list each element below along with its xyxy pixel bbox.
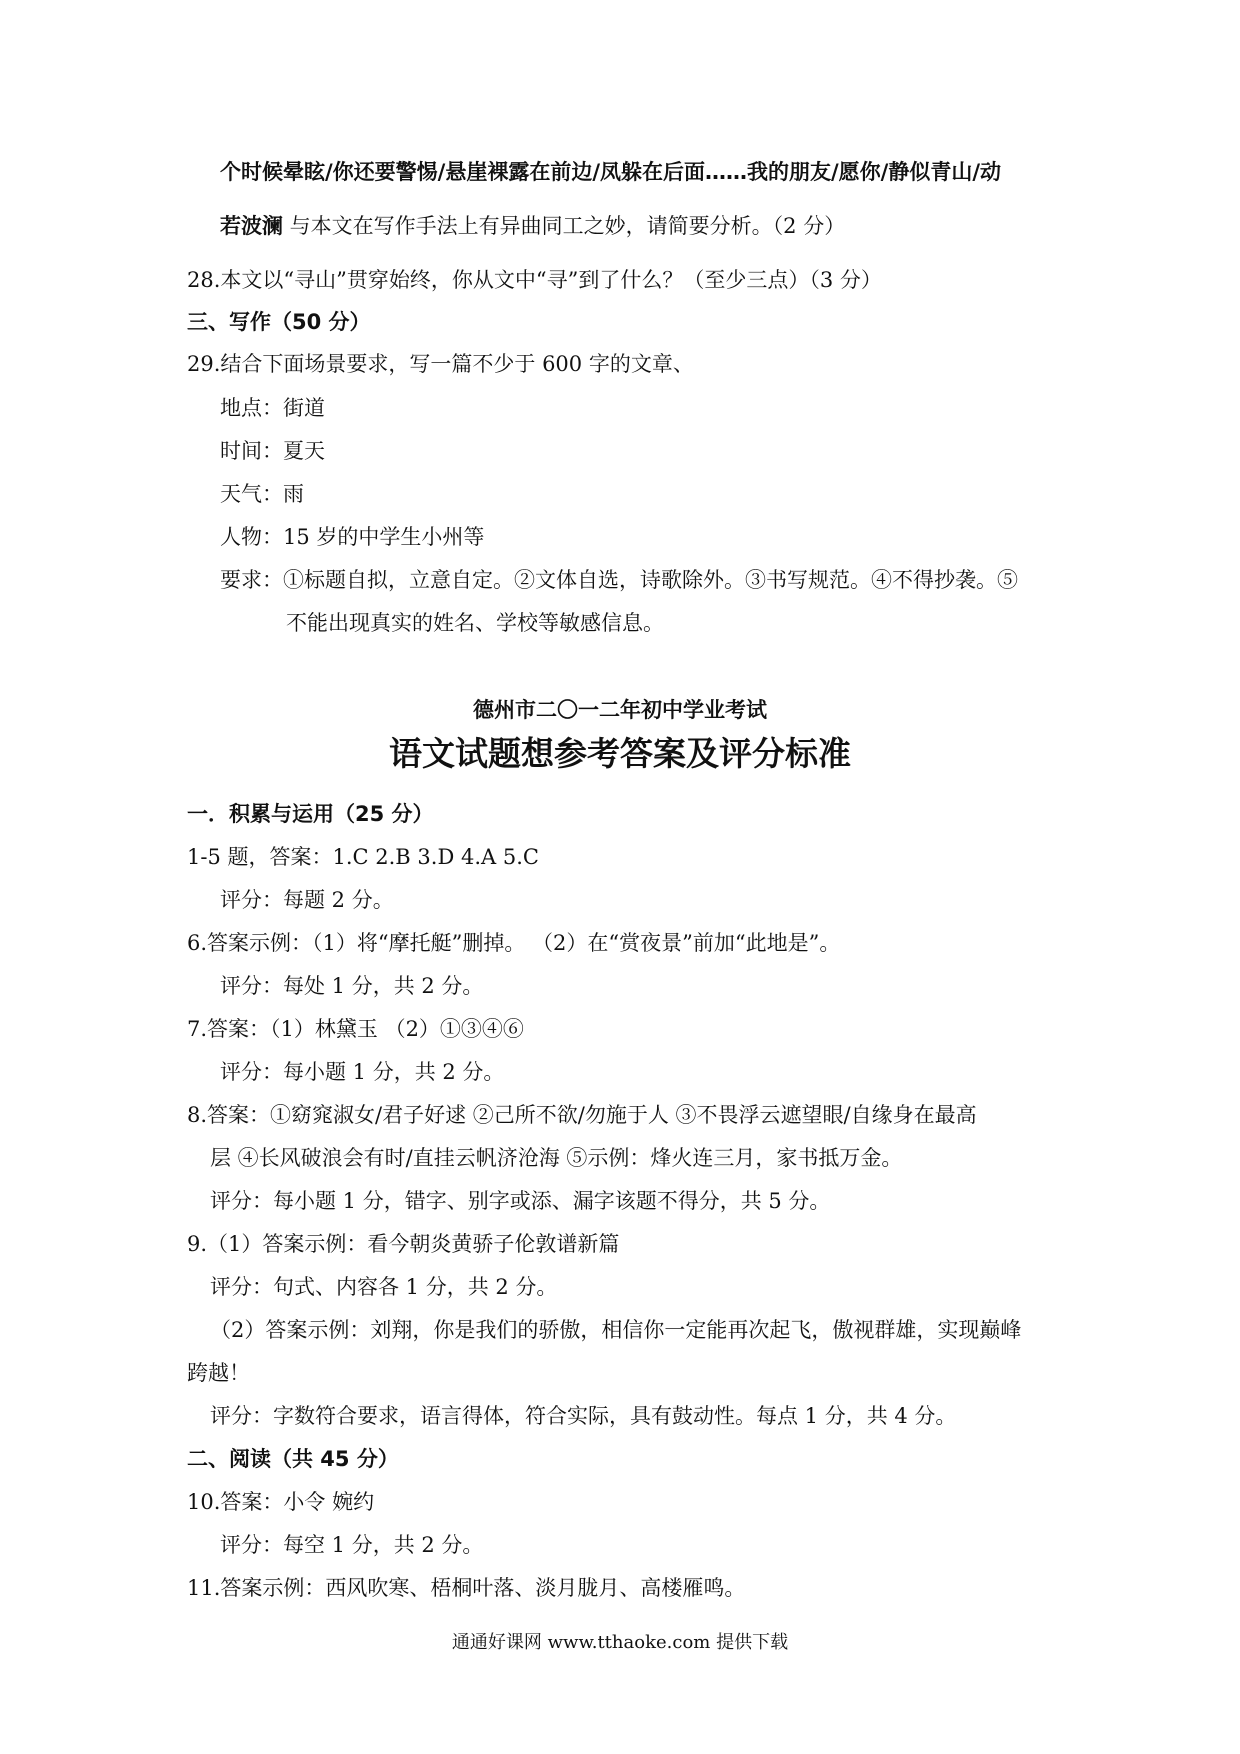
answer-10-score: 评分：每空 1 分，共 2 分。: [220, 1533, 484, 1557]
answer-6: 6.答案示例：（1）将“摩托艇”删掉。 （2）在“赏夜景”前加“此地是”。: [187, 931, 841, 955]
question-28: 28.本文以“寻山”贯穿始终，你从文中“寻”到了什么？（至少三点）（3 分）: [187, 268, 882, 292]
intro-line-2-rest: 与本文在写作手法上有异曲同工之妙，请简要分析。（2 分）: [283, 214, 846, 238]
answer-9-2-score: 评分：字数符合要求，语言得体，符合实际，具有鼓动性。每点 1 分，共 4 分。: [210, 1404, 957, 1428]
page-footer: 通通好课网 www.tthaoke.com 提供下载: [451, 1632, 789, 1653]
requirements-line-1: 要求：①标题自拟，立意自定。②文体自选，诗歌除外。③书写规范。④不得抄袭。⑤: [220, 568, 1018, 592]
scene-person: 人物：15 岁的中学生小州等: [220, 525, 485, 549]
answer-8-score: 评分：每小题 1 分，错字、别字或添、漏字该题不得分，共 5 分。: [210, 1189, 831, 1213]
answer-subtitle: 德州市二〇一二年初中学业考试: [473, 698, 767, 722]
question-29: 29.结合下面场景要求，写一篇不少于 600 字的文章、: [187, 352, 694, 376]
scene-weather: 天气：雨: [220, 482, 304, 506]
answer-1-5: 1-5 题，答案：1.C 2.B 3.D 4.A 5.C: [187, 845, 539, 869]
answer-8-line-1: 8.答案：①窈窕淑女/君子好逑 ②己所不欲/勿施于人 ③不畏浮云遮望眼/自缘身在最高: [187, 1103, 977, 1127]
answer-title: 语文试题想参考答案及评分标准: [389, 734, 851, 773]
answer-9-2-line-1: （2）答案示例：刘翔，你是我们的骄傲，相信你一定能再次起飞，傲视群雄，实现巅峰: [210, 1318, 1022, 1342]
section-3-heading: 三、写作（50 分）: [187, 310, 371, 334]
answer-8-line-2: 层 ④长风破浪会有时/直挂云帆济沧海 ⑤示例：烽火连三月，家书抵万金。: [210, 1146, 903, 1170]
answer-1-5-score: 评分：每题 2 分。: [220, 888, 394, 912]
scene-time: 时间：夏天: [220, 439, 325, 463]
section-1-heading: 一．积累与运用（25 分）: [187, 802, 434, 826]
intro-line-2-bold: 若波澜: [220, 214, 283, 238]
answer-11: 11.答案示例：西风吹寒、梧桐叶落、淡月胧月、高楼雁鸣。: [187, 1576, 746, 1600]
answer-9-1-score: 评分：句式、内容各 1 分，共 2 分。: [210, 1275, 558, 1299]
answer-6-score: 评分：每处 1 分，共 2 分。: [220, 974, 484, 998]
intro-line-2: [220, 212, 845, 240]
answer-10: 10.答案：小令 婉约: [187, 1490, 375, 1514]
answer-7: 7.答案：（1）林黛玉 （2）①③④⑥: [187, 1017, 524, 1041]
answer-7-score: 评分：每小题 1 分，共 2 分。: [220, 1060, 505, 1084]
answer-9-1: 9.（1）答案示例：看今朝炎黄骄子伦敦谱新篇: [187, 1232, 620, 1256]
answer-9-2-line-2: 跨越！: [187, 1361, 250, 1385]
requirements-line-2: 不能出现真实的姓名、学校等敏感信息。: [286, 611, 664, 635]
scene-place: 地点：街道: [220, 396, 325, 420]
intro-line-1: 个时候晕眩/你还要警惕/悬崖裸露在前边/凤躲在后面……我的朋友/愿你/静似青山/动: [220, 160, 1002, 184]
section-2-heading: 二、阅读（共 45 分）: [187, 1447, 399, 1471]
